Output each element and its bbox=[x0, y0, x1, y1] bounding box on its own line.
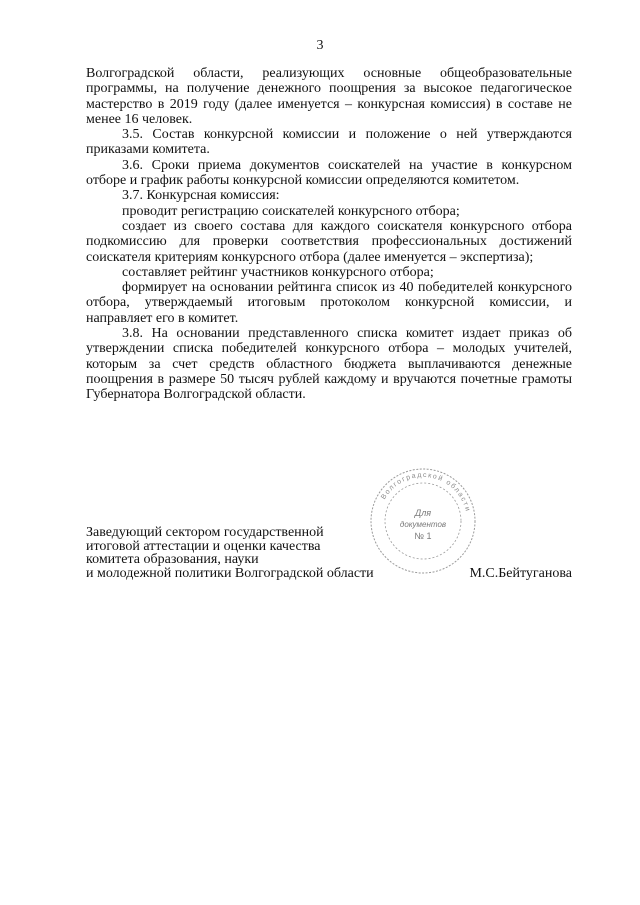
signature-last-line bbox=[86, 567, 572, 581]
list-item-registration: проводит регистрацию соискателей конкурсного отбора; bbox=[122, 203, 460, 219]
page-number: 3 bbox=[316, 38, 324, 53]
signature-position-line-4: и молодежной политики Волгоградской области bbox=[86, 565, 374, 581]
document-body bbox=[86, 66, 572, 403]
stamp-line-1: Для bbox=[414, 508, 432, 518]
list-item-subcommission: создает из своего состава для каждого соискателя конкурсного отбора подкомиссию для проверки соответствия профессиональных достижений соискателя критериям конкурсного отбора (далее именуется – экспертиза); bbox=[86, 218, 572, 265]
list-item-rating: составляет рейтинг участников конкурсного отбора; bbox=[122, 264, 434, 280]
list-item-winners-list: формирует на основании рейтинга список из 40 победителей конкурсного отбора, утверждаемый итоговым протоколом конкурсной комиссии, и направляет его в комитет. bbox=[86, 280, 572, 326]
paragraph-3-6: 3.6. Сроки приема документов соискателей на участие в конкурсном отборе и график работы конкурсной комиссии определяются комитетом. bbox=[86, 157, 572, 189]
paragraph-3-5: 3.5. Состав конкурсной комиссии и положение о ней утверждаются приказами комитета. bbox=[86, 127, 572, 158]
stamp-line-2: документов bbox=[399, 520, 447, 529]
paragraph-continuation: Волгоградской области, реализующих основные общеобразовательные программы, на получение денежного поощрения за высокое педагогическое мастерство в 2019 году (далее именуется – конкурсная комиссия) в составе не менее 16 человек. bbox=[86, 66, 572, 127]
signatory-name: М.С.Бейтуганова bbox=[469, 565, 572, 581]
paragraph-3-7: 3.7. Конкурсная комиссия: bbox=[122, 188, 280, 204]
stamp-ring-text: Волгоградской области bbox=[380, 471, 472, 514]
signature-block bbox=[86, 526, 572, 580]
signature-position-line-3: комитета образования, науки bbox=[86, 552, 259, 568]
signature-position-line-1: Заведующий сектором государственной bbox=[86, 525, 324, 540]
stamp-line-3: № 1 bbox=[414, 531, 432, 541]
paragraph-3-8: 3.8. На основании представленного списка комитет издает приказ об утверждении списка победителей конкурсного отбора – молодых учителей, которым за счет средств областного бюджета выплачиваются денежные поощрения в размере 50 тысяч рублей каждому и вручаются почетные грамоты Губернатора Волгоградской области. bbox=[86, 326, 572, 403]
signature-position-line-2: итоговой аттестации и оценки качества bbox=[86, 538, 321, 554]
